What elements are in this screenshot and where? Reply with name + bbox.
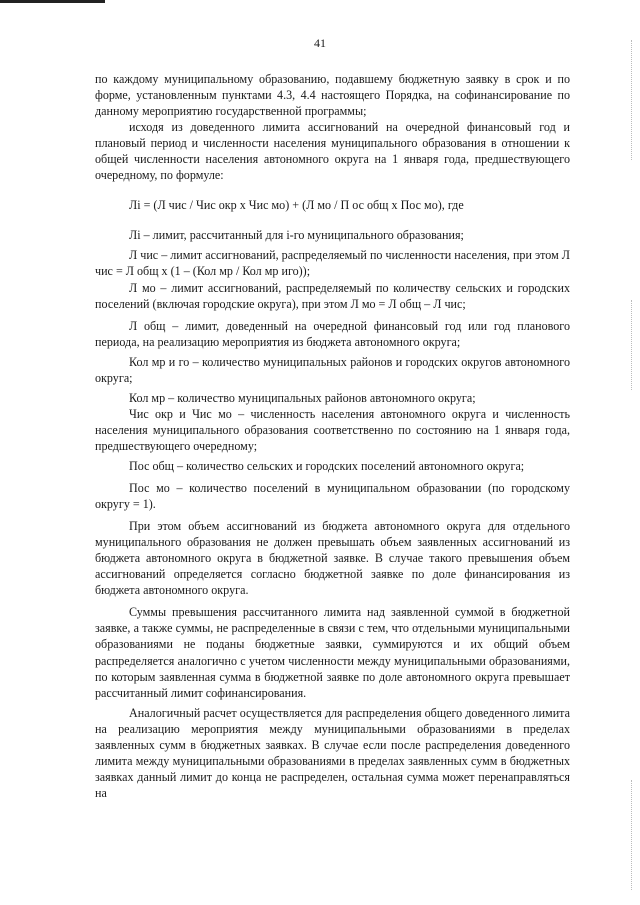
paragraph: Пос мо – количество поселений в муниципальном образовании (по городскому округу = 1).	[95, 481, 570, 512]
document-body	[95, 71, 570, 801]
paragraph: Чис окр и Чис мо – численность населения автономного округа и численность населения муниципального образования соответственно по состоянию на 1 января года, предшествующего очередному;	[95, 406, 570, 453]
page-number: 41	[314, 36, 326, 50]
paragraph: Лi – лимит, рассчитанный для i-го муниципального образования;	[129, 228, 464, 243]
paragraph: исходя из доведенного лимита ассигнований на очередной финансовый год и плановый период и численности населения муниципального образования в отношении к общей численности населения автономного округа на 1 января года, предшествующего очередному, по формуле:	[95, 120, 570, 183]
paragraph: Аналогичный расчет осуществляется для распределения общего доведенного лимита на реализацию мероприятия между муниципальными образованиями в пределах заявленных сумм в бюджетных заявках. В случае если после распределения доведенного лимита между муниципальными образованиями в пределах заявленных сумм в бюджетных заявках данный лимит до конца не распределен, остальная сумма может перенаправляться на	[95, 705, 570, 800]
scan-edge-marks	[631, 40, 634, 160]
scan-edge-marks	[631, 300, 634, 390]
top-edge-rule	[0, 0, 105, 3]
paragraph: Кол мр – количество муниципальных районов автономного округа;	[129, 390, 476, 405]
paragraph: по каждому муниципальному образованию, подавшему бюджетную заявку в срок и по форме, установленным пунктами 4.3, 4.4 настоящего Порядка, на софинансирование по данному мероприятию государственной программы;	[95, 72, 570, 119]
paragraph: Л чис – лимит ассигнований, распределяемый по численности населения, при этом Л чис = Л общ х (1 – (Кол мр / Кол мр иго));	[95, 248, 570, 279]
paragraph: При этом объем ассигнований из бюджета автономного округа для отдельного муниципального образования не должен превышать объем заявленных ассигнований из бюджета автономного округа в бюджетной заявке. В случае такого превышения объем ассигнований определяется согласно бюджетной заявке по доле финансирования из бюджета автономного округа.	[95, 519, 570, 598]
paragraph: Л мо – лимит ассигнований, распределяемый по количеству сельских и городских поселений (включая городские округа), при этом Л мо = Л общ – Л чис;	[95, 280, 570, 311]
paragraph: Кол мр и го – количество муниципальных районов и городских округов автономного округа;	[95, 354, 570, 385]
paragraph: Л общ – лимит, доведенный на очередной финансовый год или год планового периода, на реализацию мероприятия из бюджета автономного округа;	[95, 318, 570, 349]
paragraph: Суммы превышения рассчитанного лимита над заявленной суммой в бюджетной заявке, а также суммы, не распределенные в связи с тем, что отдельными муниципальными образованиями не поданы бюджетные заявки, суммируются и их общий объем распределяется аналогично с учетом численности между муниципальными образованиями, по которым заявленная сумма в бюджетной заявке по доле автономного округа превышает рассчитанный лимит софинансирования.	[95, 605, 570, 700]
scan-edge-marks	[631, 780, 634, 890]
paragraph: Пос общ – количество сельских и городских поселений автономного округа;	[129, 458, 525, 473]
formula: Лi = (Л чис / Чис окр х Чис мо) + (Л мо / П ос общ х Пос мо), где	[129, 198, 464, 213]
